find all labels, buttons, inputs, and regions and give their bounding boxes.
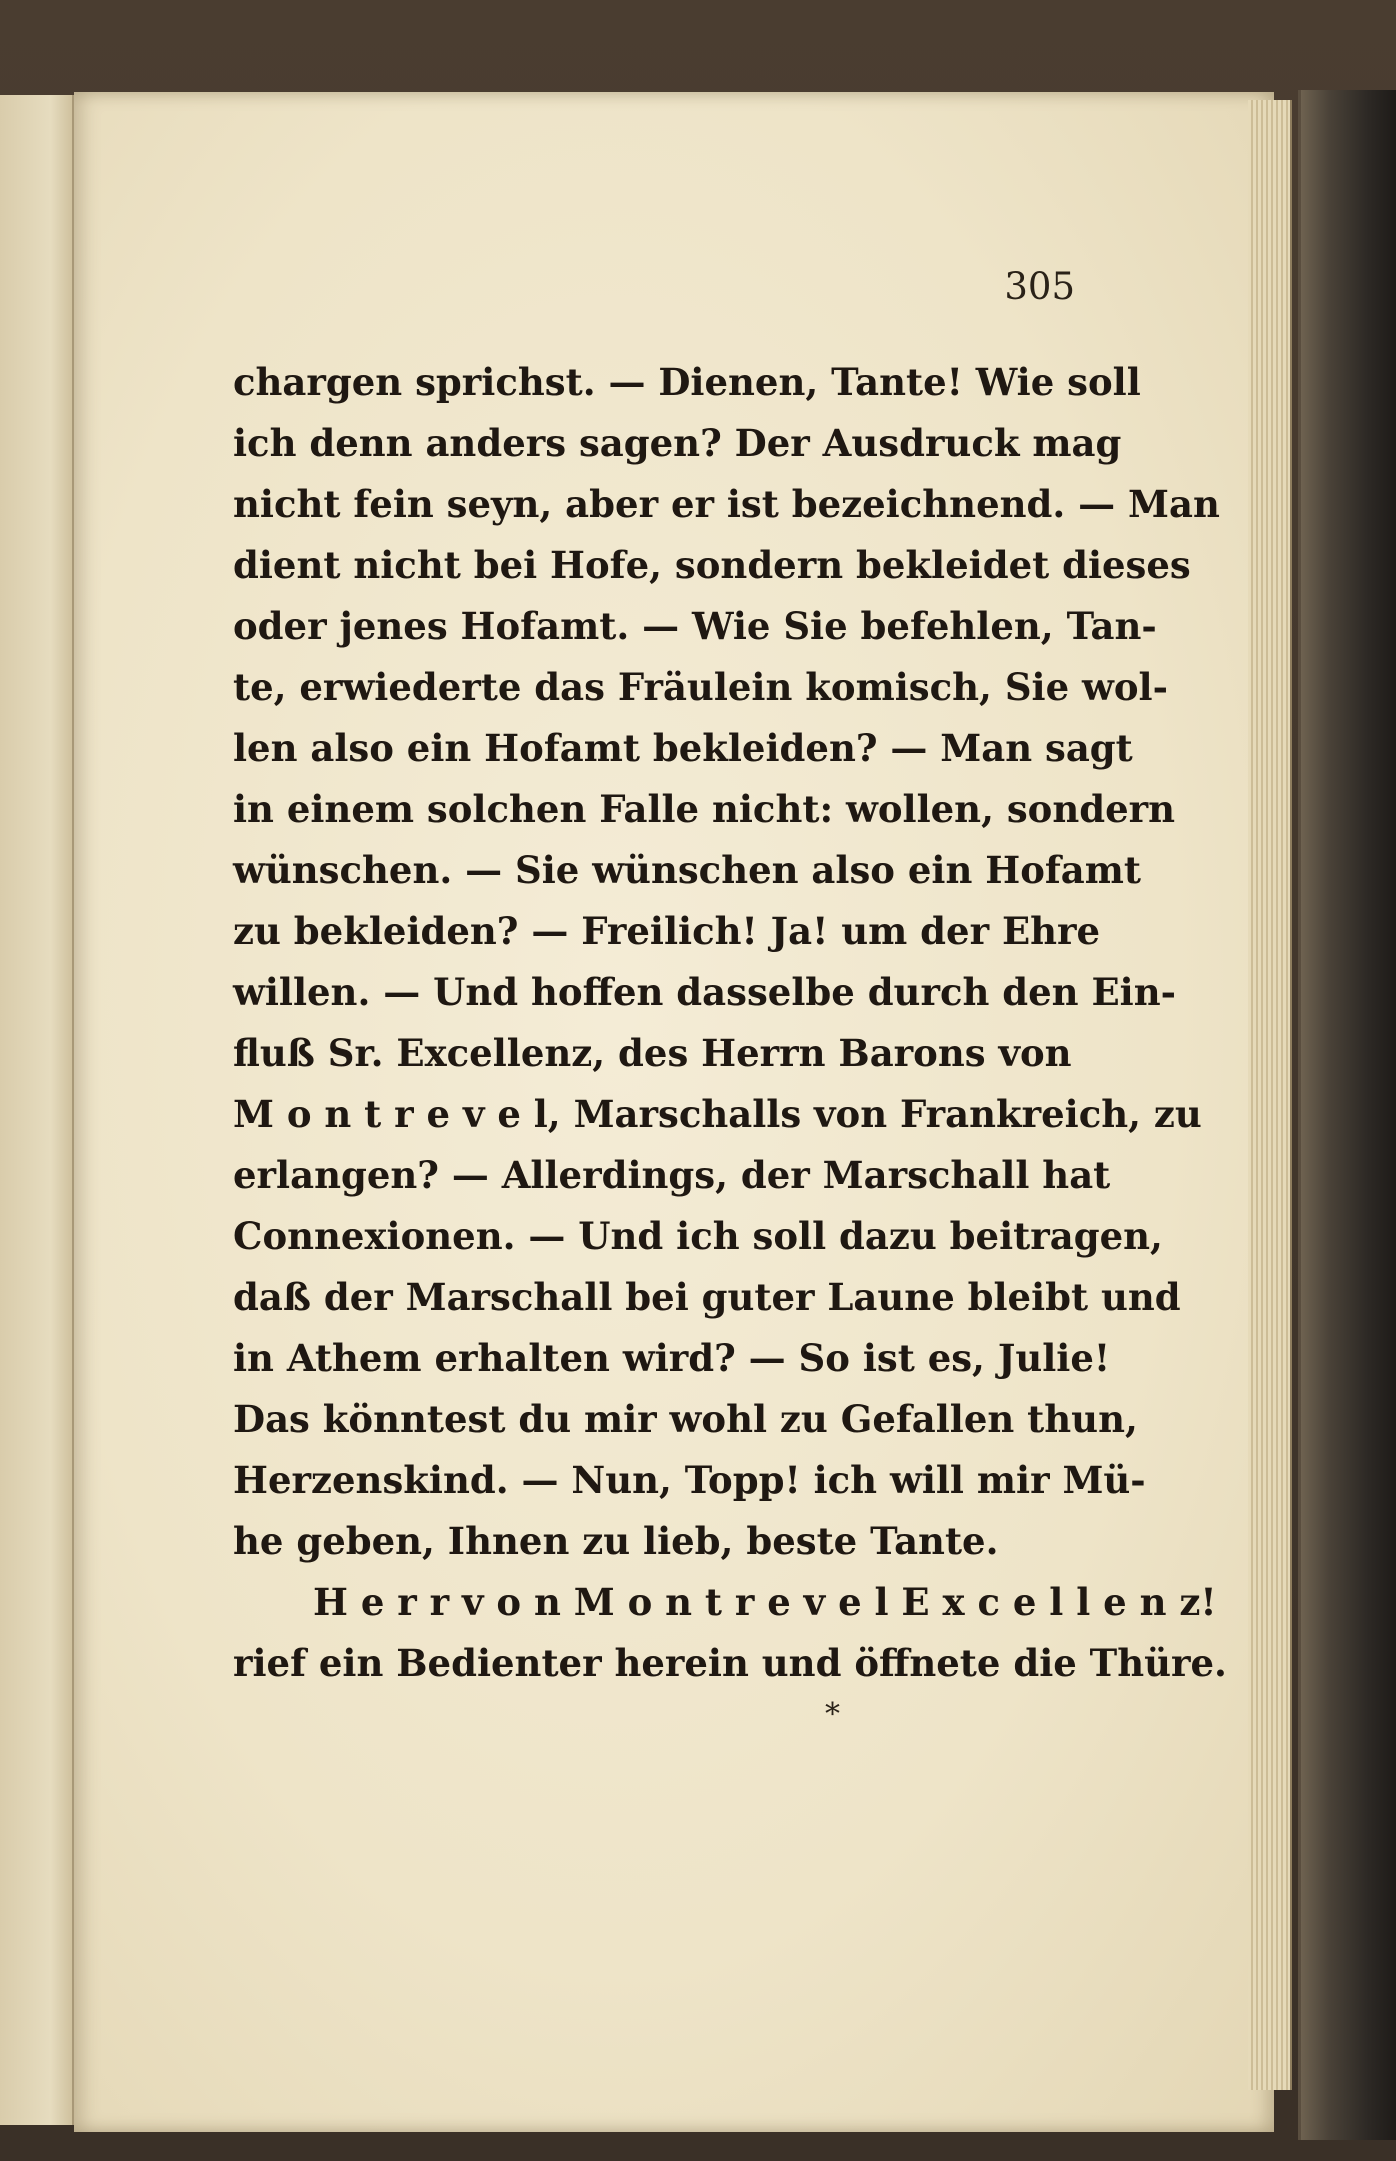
text-line: erlangen? — Allerdings, der Marschall hat bbox=[233, 1153, 1111, 1197]
signature-mark: * bbox=[825, 1697, 840, 1732]
text-line: zu bekleiden? — Freilich! Ja! um der Ehre bbox=[233, 909, 1101, 953]
text-line: Connexionen. — Und ich soll dazu beitragen, bbox=[233, 1214, 1163, 1258]
page-number: 305 bbox=[1004, 265, 1075, 308]
text-line: oder jenes Hofamt. — Wie Sie befehlen, Tan- bbox=[233, 604, 1157, 648]
text-line-paragraph-start: H e r r v o n M o n t r e v e l E x c e l l e n z! bbox=[313, 1580, 1217, 1624]
text-line: M o n t r e v e l, Marschalls von Frankreich, zu bbox=[233, 1092, 1202, 1136]
previous-page-edge bbox=[0, 95, 74, 2125]
text-line: ich denn anders sagen? Der Ausdruck mag bbox=[233, 421, 1122, 465]
page-stack-edges bbox=[1248, 100, 1292, 2090]
text-line: Das könntest du mir wohl zu Gefallen thun, bbox=[233, 1397, 1138, 1441]
text-line: wünschen. — Sie wünschen also ein Hofamt bbox=[233, 848, 1141, 892]
text-line: len also ein Hofamt bekleiden? — Man sagt bbox=[233, 726, 1133, 770]
text-line: in Athem erhalten wird? — So ist es, Julie! bbox=[233, 1336, 1111, 1380]
text-line: Herzenskind. — Nun, Topp! ich will mir Mü- bbox=[233, 1458, 1146, 1502]
text-line: fluß Sr. Excellenz, des Herrn Barons von bbox=[233, 1031, 1072, 1075]
text-line: te, erwiederte das Fräulein komisch, Sie wol- bbox=[233, 665, 1168, 709]
text-line: willen. — Und hoffen dasselbe durch den Ein- bbox=[233, 970, 1176, 1014]
text-line: dient nicht bei Hofe, sondern bekleidet dieses bbox=[233, 543, 1191, 587]
text-line: nicht fein seyn, aber er ist bezeichnend. — Man bbox=[233, 482, 1220, 526]
text-line: chargen sprichst. — Dienen, Tante! Wie soll bbox=[233, 360, 1141, 404]
text-line: in einem solchen Falle nicht: wollen, sondern bbox=[233, 787, 1176, 831]
text-line: daß der Marschall bei guter Laune bleibt und bbox=[233, 1275, 1181, 1319]
body-text bbox=[233, 352, 1227, 1694]
text-line-paragraph-end: he geben, Ihnen zu lieb, beste Tante. bbox=[233, 1519, 999, 1563]
text-line: rief ein Bedienter herein und öffnete die Thüre. bbox=[233, 1641, 1227, 1685]
book-spine bbox=[1298, 90, 1396, 2140]
